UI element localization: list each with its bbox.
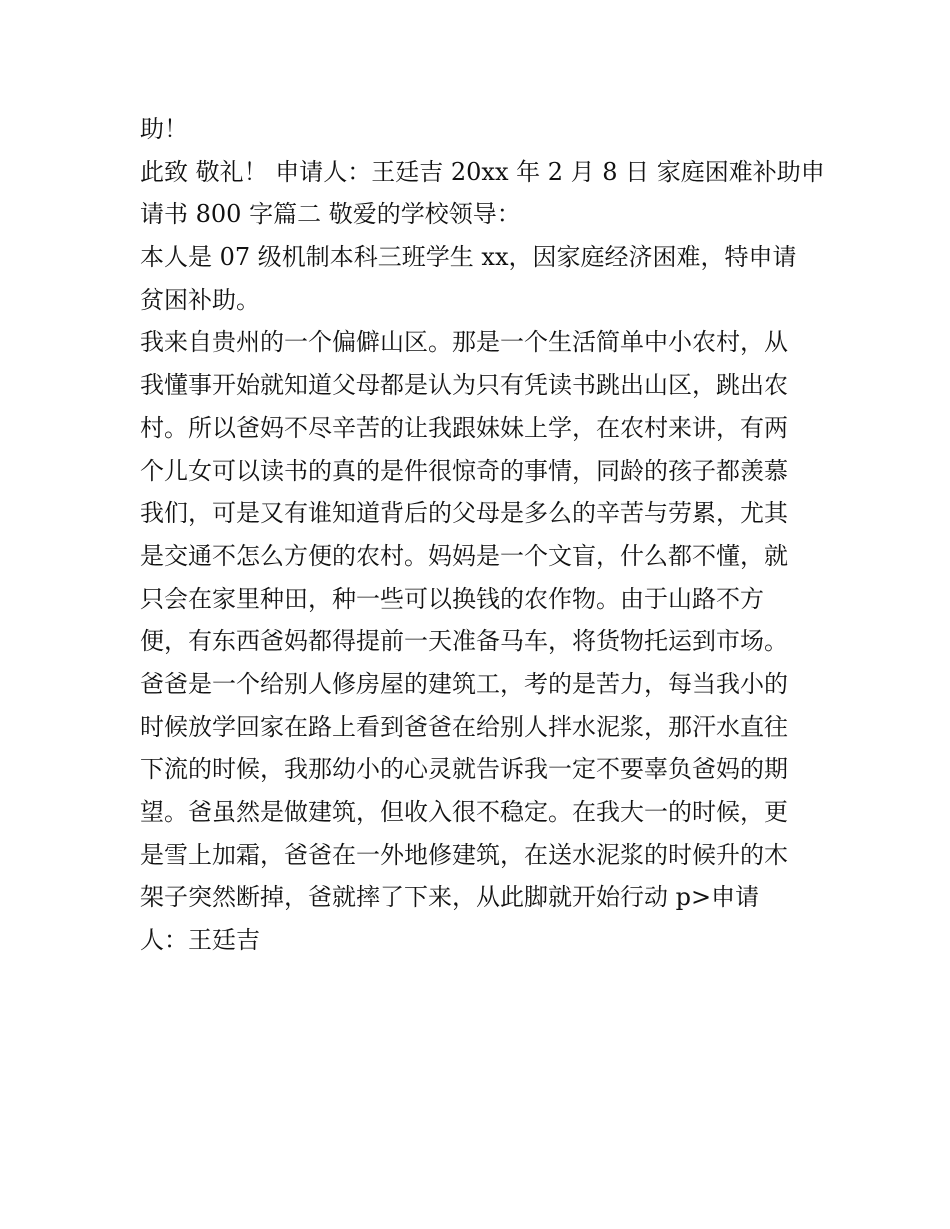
document-body xyxy=(140,108,825,962)
text-line: 个儿女可以读书的真的是件很惊奇的事情，同龄的孩子都羡慕 xyxy=(140,456,788,485)
text-line: 望。爸虽然是做建筑，但收入很不稳定。在我大一的时候，更 xyxy=(140,798,788,826)
text-line: 是交通不怎么方便的农村。妈妈是一个文盲，什么都不懂，就 xyxy=(140,541,788,570)
text-line: 村。所以爸妈不尽辛苦的让我跟妹妹上学，在农村来讲，有两 xyxy=(140,413,788,442)
text-line: 是雪上加霜，爸爸在一外地修建筑，在送水泥浆的时候升的木 xyxy=(140,840,788,869)
text-line: 人：王廷吉 xyxy=(140,926,260,955)
text-line: 请书 800 字篇二 敬爱的学校领导： xyxy=(140,200,521,229)
text-line: 助！ xyxy=(140,115,188,143)
text-line: 只会在家里种田，种一些可以换钱的农作物。由于山路不方 xyxy=(140,584,764,613)
text-line: 爸爸是一个给别人修房屋的建筑工，考的是苦力，每当我小的 xyxy=(140,669,788,698)
text-line: 时候放学回家在路上看到爸爸在给别人拌水泥浆，那汗水直往 xyxy=(140,712,788,741)
text-line: 下流的时候，我那幼小的心灵就告诉我一定不要辜负爸妈的期 xyxy=(140,755,788,784)
text-line: 我来自贵州的一个偏僻山区。那是一个生活简单中小农村，从 xyxy=(140,328,788,357)
text-line: 架子突然断掉，爸就摔了下来，从此脚就开始行动 p>申请 xyxy=(140,883,760,912)
text-line: 便，有东西爸妈都得提前一天准备马车，将货物托运到市场。 xyxy=(140,627,788,656)
text-line: 我懂事开始就知道父母都是认为只有凭读书跳出山区，跳出农 xyxy=(140,371,788,400)
text-line: 我们，可是又有谁知道背后的父母是多么的辛苦与劳累，尤其 xyxy=(140,499,788,528)
text-line: 贫困补助。 xyxy=(140,285,260,314)
text-line: 此致 敬礼！ 申请人：王廷吉 20xx 年 2 月 8 日 家庭困难补助申 xyxy=(140,157,825,186)
text-line: 本人是 07 级机制本科三班学生 xx，因家庭经济困难，特申请 xyxy=(140,243,797,272)
